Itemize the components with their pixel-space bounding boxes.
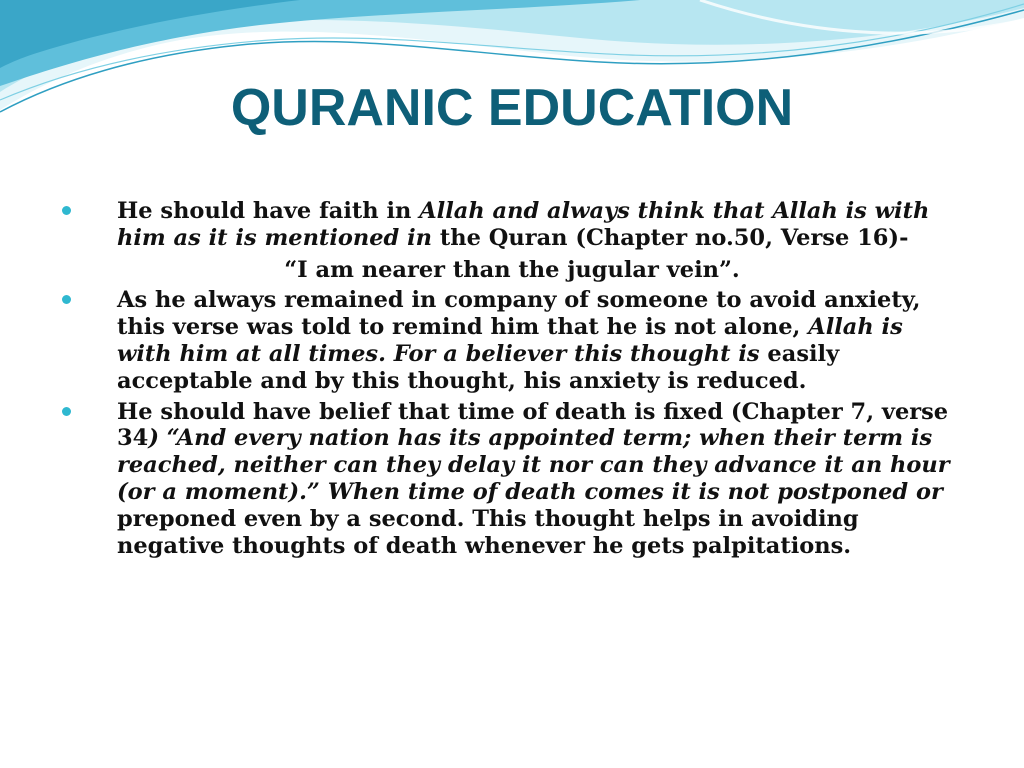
bullet-list <box>62 198 962 563</box>
bullet-dot-icon <box>62 206 71 215</box>
quran-quote: “I am nearer than the jugular vein”. <box>284 256 740 283</box>
bullet-2-text-b: Allah is with him at all times. For a believer this thought is <box>117 314 903 367</box>
bullet-2-text-a: As he always remained in company of someone to avoid anxiety, this verse was told to remind him that he is not alone, <box>117 287 921 341</box>
slide-title: QURANIC EDUCATION <box>230 79 794 137</box>
bullet-3-text-b: ) “And every nation has its appointed term; when their term is reached, neither can they delay it nor can they advance it an hour (or a moment).” When time of death comes it is not postponed or <box>117 425 950 505</box>
bullet-1-text-a: He should have faith in <box>117 198 420 224</box>
bullet-dot-icon <box>62 407 71 416</box>
bullet-1-text-b: Allah and always think that Allah is with him as it is mentioned in <box>117 198 930 251</box>
bullet-3-text-c: preponed even by a second. This thought helps in avoiding negative thoughts of death whenever he gets palpitations. <box>117 505 859 559</box>
bullet-item-2 <box>62 287 962 394</box>
bullet-3-text-a: He should have belief that time of death is fixed (Chapter 7, verse 34 <box>117 398 949 452</box>
bullet-dot-icon <box>62 295 71 304</box>
bullet-item-3 <box>62 399 962 560</box>
bullet-1-text-c: the Quran (Chapter no.50, Verse 16)- <box>432 224 909 251</box>
bullet-2-text-c: easily acceptable and by this thought, his anxiety is reduced. <box>117 340 840 394</box>
bullet-item-1 <box>62 198 962 252</box>
